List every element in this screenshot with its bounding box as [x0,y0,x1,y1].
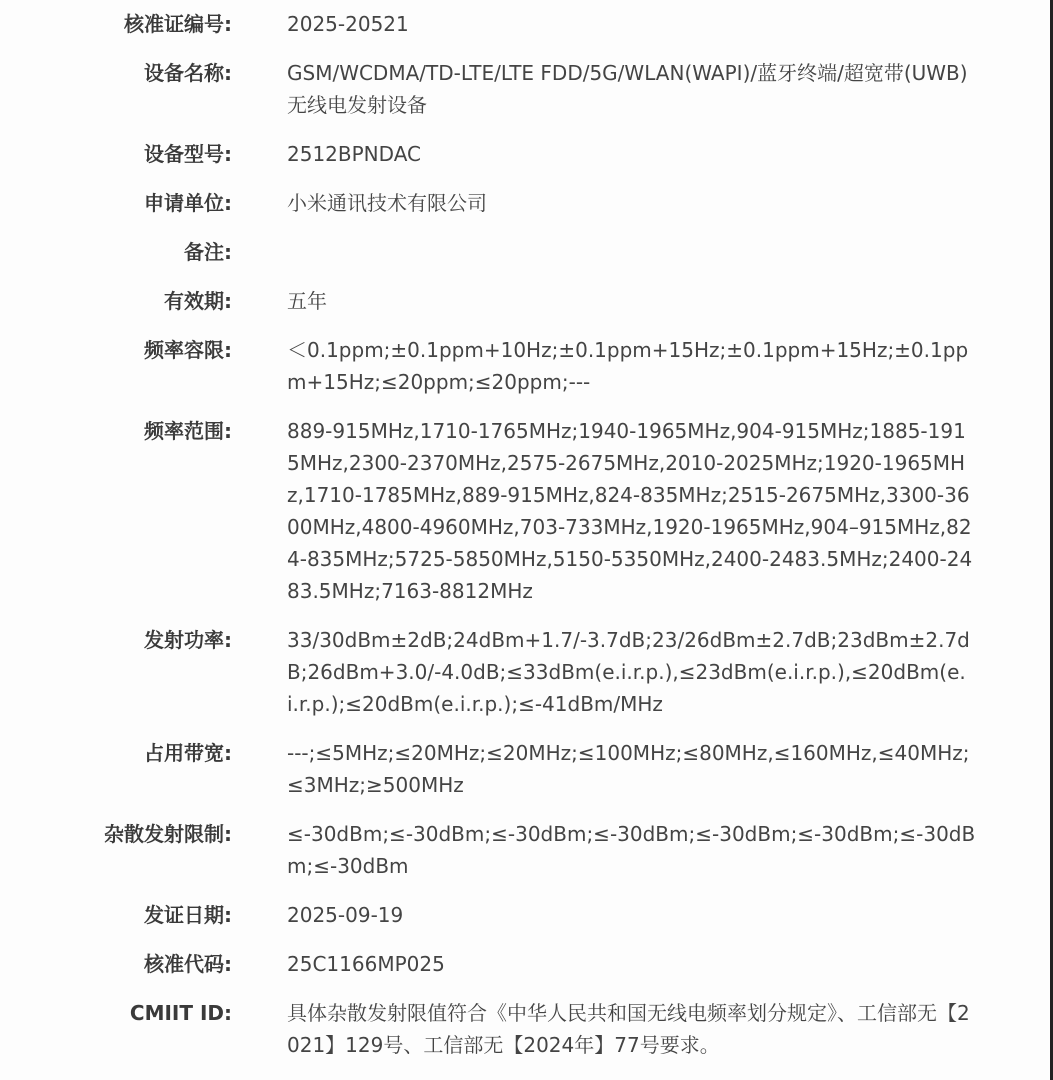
field-value: ---;≤5MHz;≤20MHz;≤20MHz;≤100MHz;≤80MHz,≤160MHz,≤40MHz;≤3MHz;≥500MHz [287,741,970,797]
field-value: 2512BPNDAC [287,142,421,166]
field-label: 申请单位: [144,191,232,215]
row-device-model [0,138,1040,170]
field-label: 设备型号: [144,142,232,166]
row-frequency-range [0,415,1040,607]
field-label: 杂散发射限制: [104,822,232,846]
row-cmiit-id [0,997,1040,1061]
row-validity [0,285,1040,317]
row-device-name [0,57,1040,121]
row-applicant [0,187,1040,219]
field-label: 发射功率: [144,628,232,652]
field-value: GSM/WCDMA/TD-LTE/LTE FDD/5G/WLAN(WAPI)/蓝牙终端/超宽带(UWB)无线电发射设备 [287,61,968,117]
field-label: 发证日期: [144,903,232,927]
field-label: 占用带宽: [144,741,232,765]
field-label: 备注: [184,240,232,264]
field-value: 五年 [287,289,327,313]
field-value: ＜0.1ppm;±0.1ppm+10Hz;±0.1ppm+15Hz;±0.1ppm+15Hz;±0.1ppm+15Hz;≤20ppm;≤20ppm;--- [287,338,969,394]
field-value: 889-915MHz,1710-1765MHz;1940-1965MHz,904-915MHz;1885-1915MHz,2300-2370MHz,2575-2675MHz,2010-2025MHz;1920-1965MHz,1710-1785MHz,889-915MHz,824-835MHz;2515-2675MHz,3300-3600MHz,4800-4960MHz,703-733MHz,1920-1965MHz,904–915MHz,824-835MHz;5725-5850MHz,5150-5350MHz,2400-2483.5MHz;2400-2483.5MHz;7163-8812MHz [287,419,973,603]
field-label: 频率范围: [144,419,232,443]
field-value: 2025-09-19 [287,903,404,927]
field-label: 设备名称: [144,61,232,85]
field-value: 25C1166MP025 [287,952,445,976]
field-label: 有效期: [164,289,232,313]
row-occupied-bandwidth [0,737,1040,801]
field-label: 频率容限: [144,338,232,362]
field-label: 核准证编号: [124,12,232,36]
field-value: ≤-30dBm;≤-30dBm;≤-30dBm;≤-30dBm;≤-30dBm;≤-30dBm;≤-30dBm;≤-30dBm [287,822,976,878]
row-transmit-power [0,624,1040,720]
row-approval-code [0,948,1040,980]
field-label: 核准代码: [144,952,232,976]
field-value: 小米通讯技术有限公司 [287,191,487,215]
row-spurious-emission [0,818,1040,882]
row-approval-number [0,8,1040,40]
certificate-details-table [0,8,1040,1078]
field-value: 具体杂散发射限值符合《中华人民共和国无线电频率划分规定》、工信部无【2021】129号、工信部无【2024年】77号要求。 [287,1001,970,1057]
field-value: 2025-20521 [287,12,409,36]
field-label: CMIIT ID: [129,1001,232,1025]
row-issue-date [0,899,1040,931]
field-value [287,236,977,268]
row-remarks [0,236,1040,268]
row-frequency-tolerance [0,334,1040,398]
field-value: 33/30dBm±2dB;24dBm+1.7/-3.7dB;23/26dBm±2.7dB;23dBm±2.7dB;26dBm+3.0/-4.0dB;≤33dBm(e.i.r.p.),≤23dBm(e.i.r.p.),≤20dBm(e.i.r.p.);≤20dBm(e.i.r.p.);≤-41dBm/MHz [287,628,970,716]
